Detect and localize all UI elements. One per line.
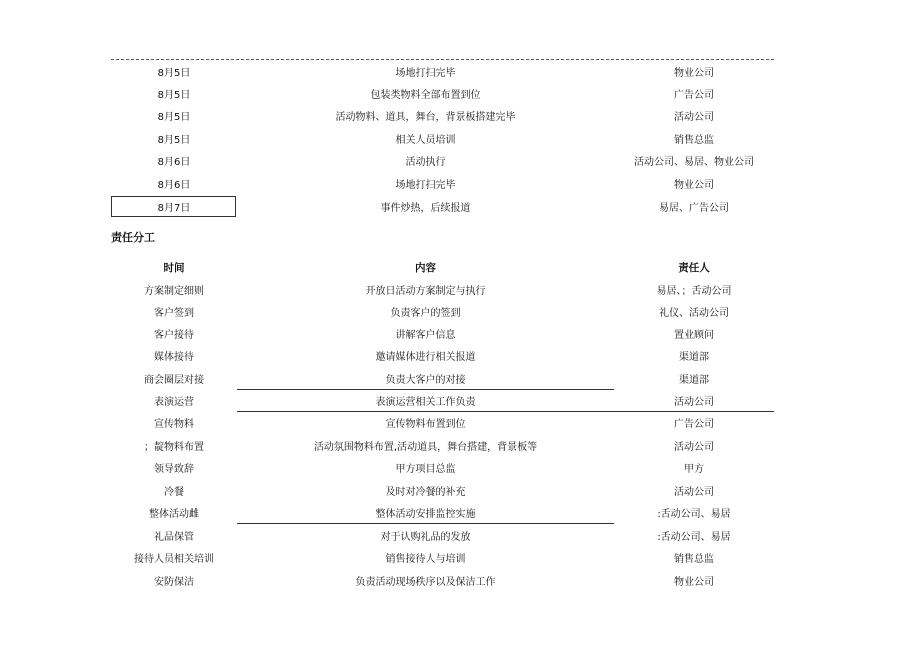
duty-row xyxy=(111,347,774,369)
duty-owner: 渠道部 xyxy=(679,352,709,363)
duty-row xyxy=(111,303,774,325)
duty-content: 宣传物料布置到位 xyxy=(385,419,466,430)
duty-item: 客户接待 xyxy=(154,330,194,341)
schedule-owner: 广告公司 xyxy=(674,90,714,101)
duty-item: 媒体接待 xyxy=(154,352,194,363)
duty-item: 领导致辞 xyxy=(154,464,194,475)
duty-item: 方案制定细则 xyxy=(144,286,204,297)
duty-row xyxy=(111,482,774,504)
table-rule xyxy=(237,389,614,390)
table-rule xyxy=(237,523,614,524)
duty-content: 整体活动安排监控实施 xyxy=(375,509,476,520)
duty-owner: 易居、；舌动公司 xyxy=(656,286,732,297)
schedule-row xyxy=(111,175,774,197)
duty-owner: 广告公司 xyxy=(674,419,714,430)
schedule-date: 8月6日 xyxy=(157,157,191,168)
duty-content: 负责大客户的对接 xyxy=(385,375,466,386)
schedule-date: 8月5日 xyxy=(157,112,191,123)
schedule-date: 8月5日 xyxy=(157,135,191,146)
duty-header-owner: 责任人 xyxy=(678,262,710,274)
duty-content: 及时对冷餐的补充 xyxy=(385,487,466,498)
duty-item: 宣传物料 xyxy=(154,419,194,430)
schedule-task: 事件炒热，后续报道 xyxy=(380,203,471,214)
duty-item: 表演运营 xyxy=(154,397,194,408)
schedule-task: 相关人员培训 xyxy=(395,135,456,146)
duty-item: 客户签到 xyxy=(154,308,194,319)
schedule-date: 8月6日 xyxy=(157,180,191,191)
duty-owner: :舌动公司、易居 xyxy=(657,532,731,543)
duty-content: 开放日活动方案制定与执行 xyxy=(365,286,486,297)
duty-content: 活动氛围物料布置,活动道具，舞台搭建，背景板等 xyxy=(313,442,538,453)
duty-content: 销售接待人与培训 xyxy=(385,554,466,565)
duty-header-content: 内容 xyxy=(415,262,436,274)
schedule-task: 场地打扫完毕 xyxy=(395,180,456,191)
duty-content: 表演运营相关工作负责 xyxy=(375,397,476,408)
schedule-owner: 易居、广告公司 xyxy=(659,203,729,214)
duty-row xyxy=(111,572,774,594)
top-dashed-rule xyxy=(111,59,774,60)
duty-content: 邀请媒体进行相关报道 xyxy=(375,352,476,363)
duty-content: 负责活动现场秩序以及保洁工作 xyxy=(355,577,496,588)
duty-item: 接待人员相关培训 xyxy=(134,554,214,565)
schedule-task: 场地打扫完毕 xyxy=(395,68,456,79)
duty-owner: 渠道部 xyxy=(679,375,709,386)
schedule-owner: 物业公司 xyxy=(674,68,714,79)
schedule-row xyxy=(111,107,774,129)
schedule-owner: 物业公司 xyxy=(674,180,714,191)
duty-row xyxy=(111,414,774,436)
duty-content: 讲解客户信息 xyxy=(395,330,456,341)
duty-item: ；靛物料布置 xyxy=(144,442,204,453)
schedule-task: 活动执行 xyxy=(405,157,446,168)
duty-item: 冷餐 xyxy=(164,487,184,498)
duty-header-row xyxy=(111,257,774,279)
duty-row xyxy=(111,549,774,571)
duty-owner: 活动公司 xyxy=(674,487,714,498)
duty-row xyxy=(111,325,774,347)
duty-owner: 销售总监 xyxy=(674,554,714,565)
duty-content: 负责客户的签到 xyxy=(390,308,461,319)
schedule-row xyxy=(111,130,774,152)
schedule-owner: 活动公司 xyxy=(674,112,714,123)
duty-owner: 活动公司 xyxy=(674,442,714,453)
schedule-date: 8月7日 xyxy=(157,203,191,214)
schedule-row xyxy=(111,63,774,85)
duty-row xyxy=(111,527,774,549)
duty-row xyxy=(111,281,774,303)
duty-owner: 物业公司 xyxy=(674,577,714,588)
schedule-owner: 销售总监 xyxy=(674,135,714,146)
schedule-row xyxy=(111,85,774,107)
duty-row xyxy=(111,459,774,481)
duty-owner: 礼仪、活动公司 xyxy=(659,308,729,319)
schedule-date: 8月5日 xyxy=(157,68,191,79)
duty-content: 对于认购礼品的发放 xyxy=(380,532,471,543)
duty-item: 整体活动雌 xyxy=(149,509,199,520)
schedule-row xyxy=(111,152,774,174)
duty-header-time: 时间 xyxy=(163,262,185,274)
schedule-row xyxy=(111,198,774,220)
schedule-owner: 活动公司、易居、物业公司 xyxy=(634,157,754,168)
schedule-task: 活动物料、道具，舞台，背景板搭建完毕 xyxy=(335,112,516,123)
schedule-task: 包装类物料全部布置到位 xyxy=(370,90,481,101)
duty-owner: 活动公司 xyxy=(674,397,714,408)
duty-content: 甲方项目总监 xyxy=(395,464,456,475)
duty-item: 商会圈层对接 xyxy=(144,375,204,386)
duty-owner: 置业顾问 xyxy=(674,330,714,341)
table-rule xyxy=(237,411,774,412)
duty-item: 安防保洁 xyxy=(154,577,194,588)
duty-owner: 甲方 xyxy=(684,464,704,475)
section-title: 责任分工 xyxy=(111,231,155,244)
duty-owner: :舌动公司、易居 xyxy=(657,509,731,520)
duty-item: 礼品保管 xyxy=(154,532,194,543)
schedule-date: 8月5日 xyxy=(157,90,191,101)
duty-row xyxy=(111,437,774,459)
